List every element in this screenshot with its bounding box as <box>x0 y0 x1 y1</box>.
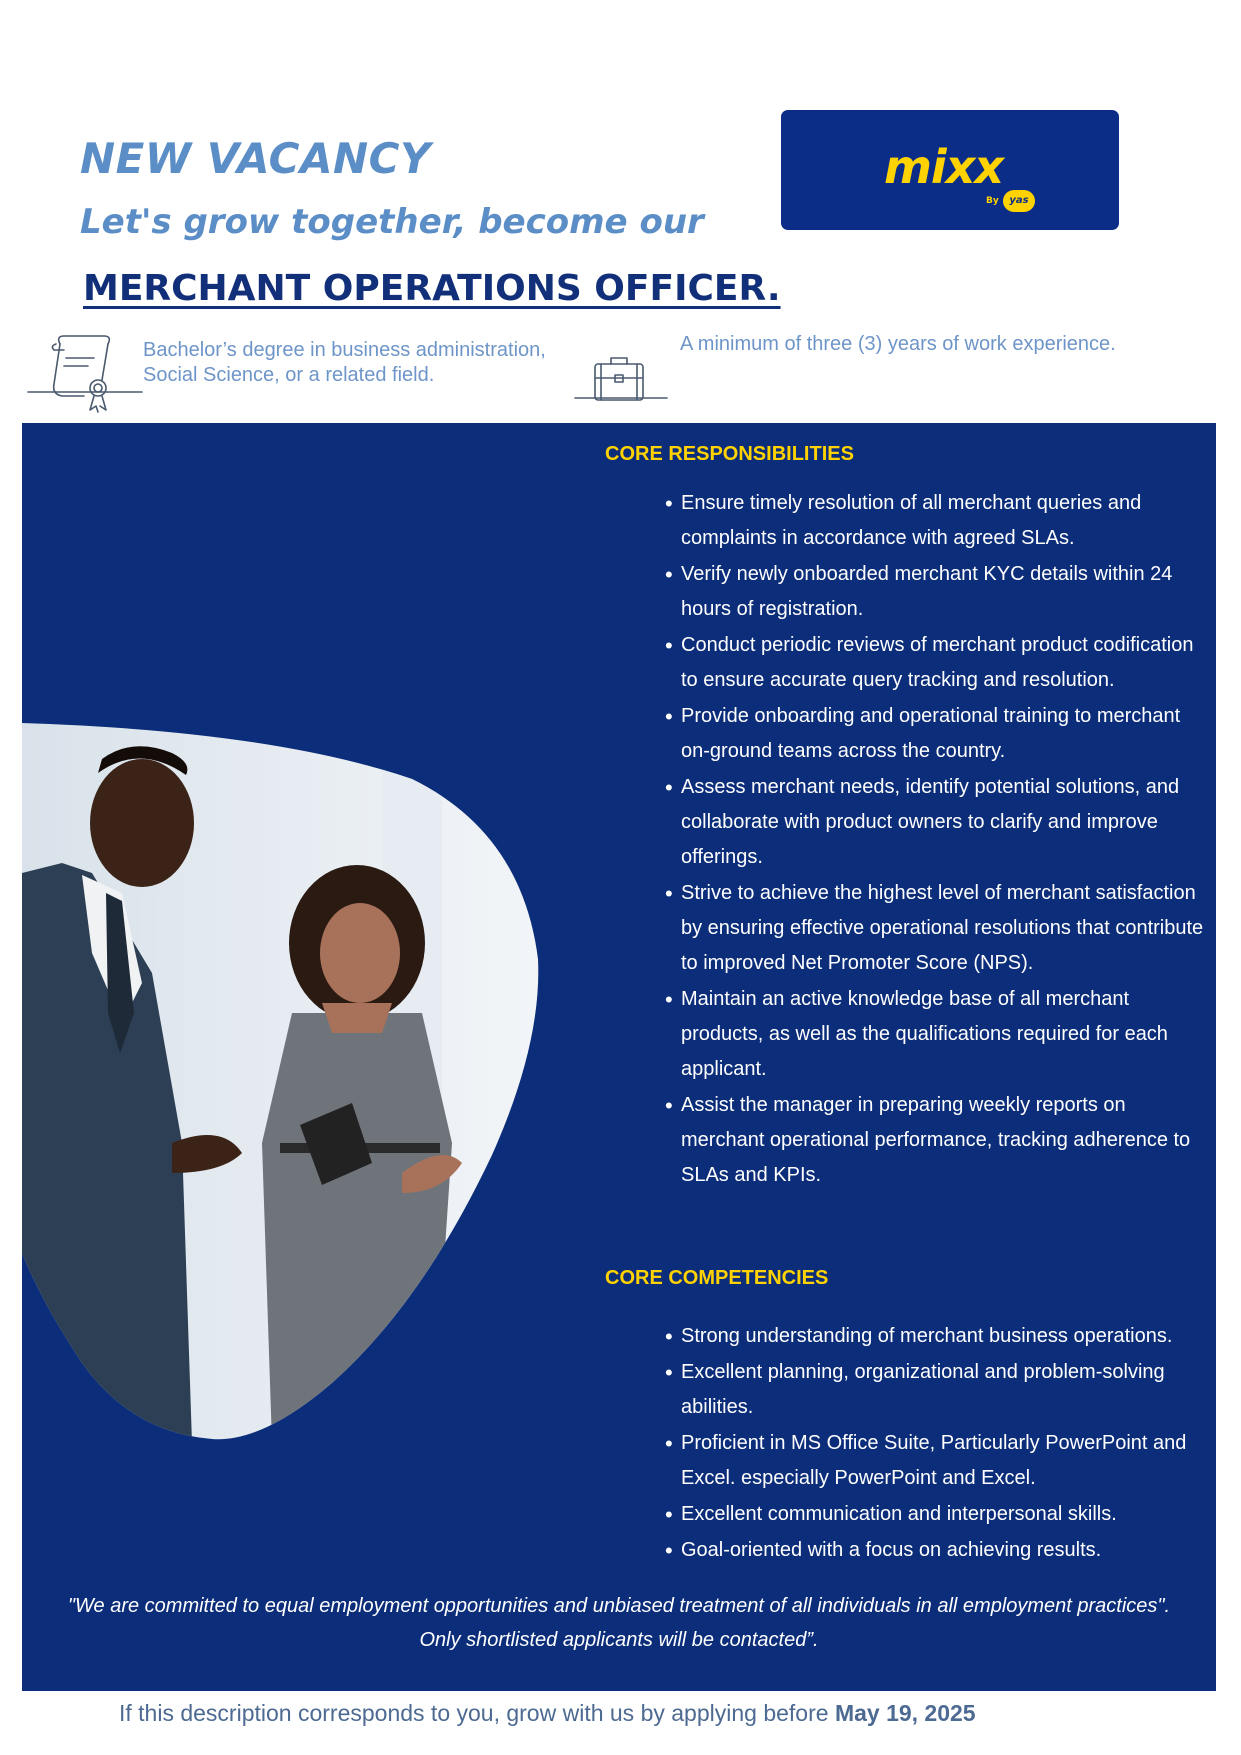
list-item: • Excellent planning, organizational and problem-solving abilities. <box>605 1355 1205 1425</box>
apply-footer <box>119 1700 976 1727</box>
list-item: • Verify newly onboarded merchant KYC details within 24 hours of registration. <box>605 557 1205 627</box>
core-responsibilities-list <box>605 486 1205 1194</box>
headline: NEW VACANCY <box>80 134 431 183</box>
education-requirement-line: Social Science, or a related field. <box>143 364 435 386</box>
experience-requirement <box>680 332 1116 357</box>
core-competencies-list <box>605 1319 1205 1569</box>
list-item: • Provide onboarding and operational training to merchant on-ground teams across the country. <box>605 699 1205 769</box>
list-item: • Conduct periodic reviews of merchant product codification to ensure accurate query tracking and resolution. <box>605 628 1205 698</box>
list-item: • Assist the manager in preparing weekly reports on merchant operational performance, tracking adherence to SLAs and KPIs. <box>605 1088 1205 1193</box>
list-item: • Proficient in MS Office Suite, Particularly PowerPoint and Excel. especially PowerPoint and Excel. <box>605 1426 1205 1496</box>
list-item: • Goal-oriented with a focus on achieving results. <box>605 1533 1205 1568</box>
job-title: MERCHANT OPERATIONS OFFICER. <box>83 268 781 309</box>
list-item: • Strong understanding of merchant business operations. <box>605 1319 1205 1354</box>
diploma-scroll-icon <box>26 334 144 414</box>
logo-yas-badge: yas <box>1003 190 1035 212</box>
logo-wordmark: mixx <box>884 140 1004 194</box>
list-item: • Strive to achieve the highest level of merchant satisfaction by ensuring effective operational resolutions that contribute to improved Net Promoter Score (NPS). <box>605 876 1205 981</box>
core-competencies-title: CORE COMPETENCIES <box>605 1267 829 1289</box>
education-requirement-line: Bachelor’s degree in business administration, <box>143 339 546 361</box>
application-deadline: May 19, 2025 <box>834 1700 976 1726</box>
subheadline: Let's grow together, become our <box>80 202 704 242</box>
logo-by-text: By <box>986 196 999 206</box>
experience-requirement-line: A minimum of three (3) years of work experience. <box>680 333 1116 355</box>
equal-opportunity-statement: "We are committed to equal employment opportunities and unbiased treatment of all individuals in all employment practices". Only shortlisted applicants will be contacted”. <box>67 1595 1171 1651</box>
list-item: • Maintain an active knowledge base of all merchant products, as well as the qualifications required for each applicant. <box>605 982 1205 1087</box>
footer-text: If this description corresponds to you, grow with us by applying before <box>119 1700 835 1726</box>
list-item: • Ensure timely resolution of all merchant queries and complaints in accordance with agreed SLAs. <box>605 486 1205 556</box>
education-requirement <box>143 338 546 388</box>
list-item: • Excellent communication and interpersonal skills. <box>605 1497 1205 1532</box>
core-responsibilities-title: CORE RESPONSIBILITIES <box>605 443 854 465</box>
briefcase-icon <box>573 354 669 414</box>
list-item: • Assess merchant needs, identify potential solutions, and collaborate with product owners to clarify and improve offerings. <box>605 770 1205 875</box>
mixx-logo <box>781 110 1119 230</box>
content-panel <box>22 423 1216 1691</box>
business-people-photo <box>22 723 542 1443</box>
